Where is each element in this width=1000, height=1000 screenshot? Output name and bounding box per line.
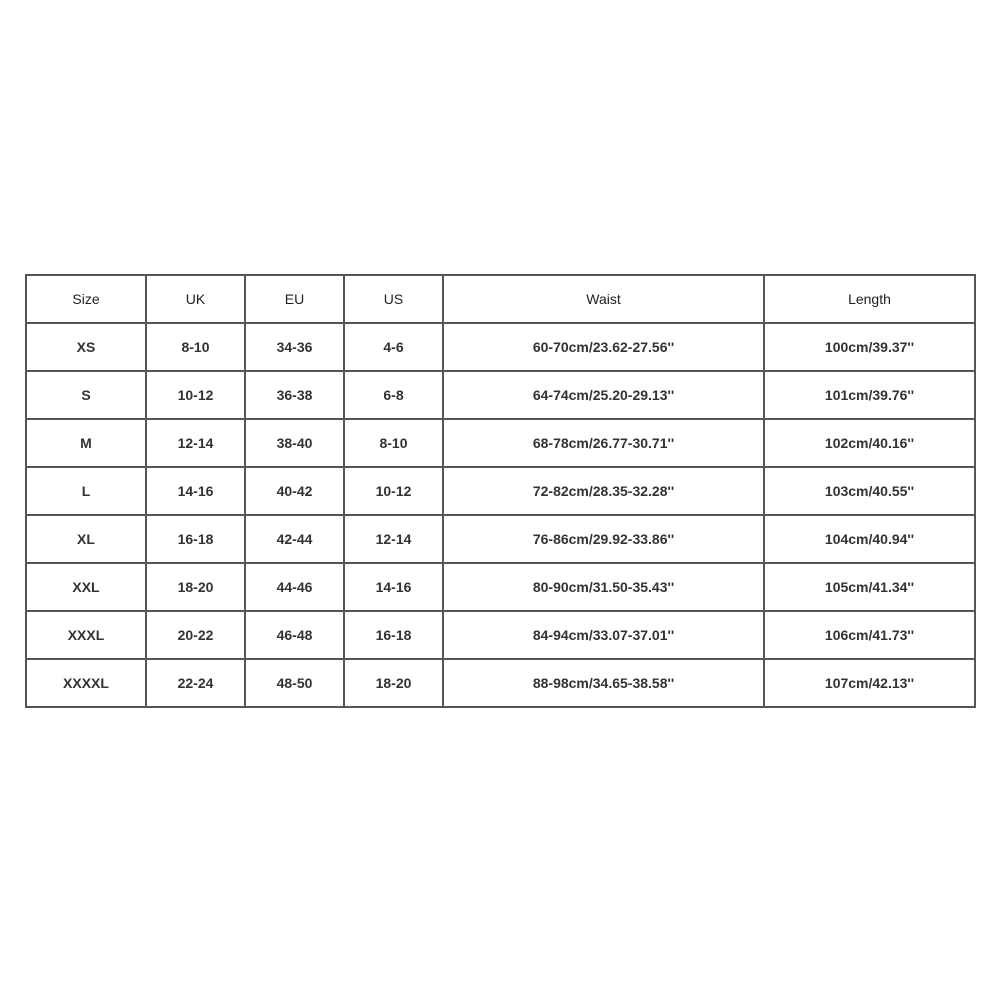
cell-length: 103cm/40.55'': [764, 467, 975, 515]
header-size: Size: [26, 275, 146, 323]
cell-eu: 42-44: [245, 515, 344, 563]
table-row: [26, 323, 975, 371]
cell-waist: 72-82cm/28.35-32.28'': [443, 467, 764, 515]
cell-us: 8-10: [344, 419, 443, 467]
cell-uk: 18-20: [146, 563, 245, 611]
cell-size: XL: [26, 515, 146, 563]
cell-waist: 60-70cm/23.62-27.56'': [443, 323, 764, 371]
cell-waist: 88-98cm/34.65-38.58'': [443, 659, 764, 707]
cell-waist: 76-86cm/29.92-33.86'': [443, 515, 764, 563]
cell-uk: 12-14: [146, 419, 245, 467]
cell-eu: 40-42: [245, 467, 344, 515]
cell-length: 107cm/42.13'': [764, 659, 975, 707]
table-row: [26, 467, 975, 515]
table-row: [26, 611, 975, 659]
cell-size: XXL: [26, 563, 146, 611]
cell-us: 16-18: [344, 611, 443, 659]
table-row: [26, 419, 975, 467]
table-row: [26, 371, 975, 419]
table-row: [26, 515, 975, 563]
cell-length: 104cm/40.94'': [764, 515, 975, 563]
cell-us: 14-16: [344, 563, 443, 611]
cell-us: 18-20: [344, 659, 443, 707]
cell-length: 105cm/41.34'': [764, 563, 975, 611]
header-uk: UK: [146, 275, 245, 323]
cell-us: 4-6: [344, 323, 443, 371]
table-row: [26, 563, 975, 611]
cell-uk: 16-18: [146, 515, 245, 563]
cell-length: 100cm/39.37'': [764, 323, 975, 371]
cell-uk: 22-24: [146, 659, 245, 707]
cell-eu: 34-36: [245, 323, 344, 371]
cell-eu: 48-50: [245, 659, 344, 707]
size-chart-table: [25, 274, 976, 708]
cell-us: 6-8: [344, 371, 443, 419]
header-row: [26, 275, 975, 323]
cell-uk: 8-10: [146, 323, 245, 371]
cell-size: M: [26, 419, 146, 467]
cell-size: XXXL: [26, 611, 146, 659]
cell-size: L: [26, 467, 146, 515]
cell-uk: 10-12: [146, 371, 245, 419]
header-waist: Waist: [443, 275, 764, 323]
cell-waist: 68-78cm/26.77-30.71'': [443, 419, 764, 467]
cell-eu: 38-40: [245, 419, 344, 467]
cell-length: 102cm/40.16'': [764, 419, 975, 467]
header-eu: EU: [245, 275, 344, 323]
cell-uk: 20-22: [146, 611, 245, 659]
header-us: US: [344, 275, 443, 323]
table-row: [26, 659, 975, 707]
cell-size: XS: [26, 323, 146, 371]
size-chart-header: [26, 275, 975, 323]
cell-waist: 84-94cm/33.07-37.01'': [443, 611, 764, 659]
size-chart-body: [26, 323, 975, 707]
cell-waist: 80-90cm/31.50-35.43'': [443, 563, 764, 611]
cell-us: 10-12: [344, 467, 443, 515]
header-length: Length: [764, 275, 975, 323]
cell-us: 12-14: [344, 515, 443, 563]
cell-eu: 46-48: [245, 611, 344, 659]
cell-eu: 36-38: [245, 371, 344, 419]
cell-size: S: [26, 371, 146, 419]
cell-eu: 44-46: [245, 563, 344, 611]
cell-length: 106cm/41.73'': [764, 611, 975, 659]
cell-size: XXXXL: [26, 659, 146, 707]
cell-waist: 64-74cm/25.20-29.13'': [443, 371, 764, 419]
cell-length: 101cm/39.76'': [764, 371, 975, 419]
cell-uk: 14-16: [146, 467, 245, 515]
